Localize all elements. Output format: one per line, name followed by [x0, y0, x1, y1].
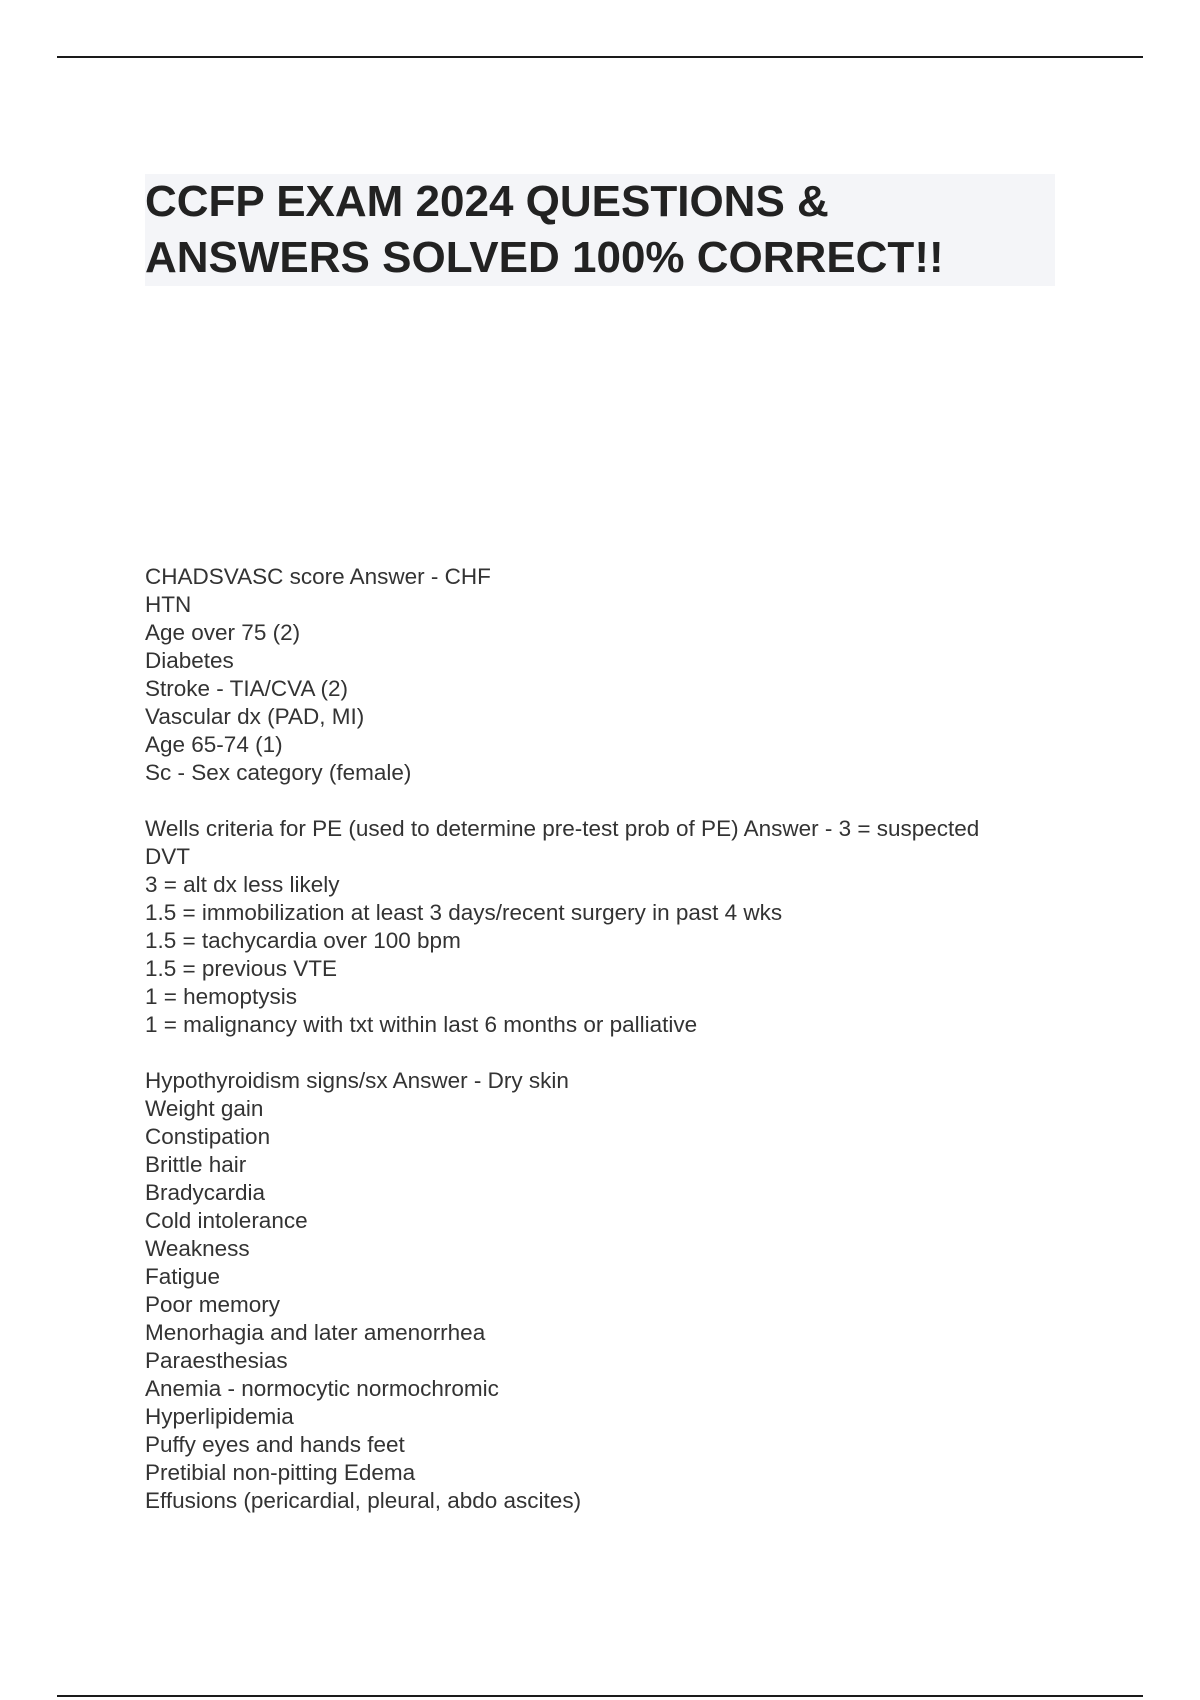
answer-line: Age over 75 (2) — [145, 620, 301, 645]
answer-line: Menorhagia and later amenorrhea — [145, 1320, 486, 1345]
answer-line: 1.5 = previous VTE — [145, 956, 337, 981]
answer-line: DVT — [145, 844, 190, 869]
title-line: ANSWERS SOLVED 100% CORRECT!! — [145, 233, 944, 282]
qa-content — [145, 563, 1075, 1543]
answer-line: Vascular dx (PAD, MI) — [145, 704, 365, 729]
answer-line: Sc - Sex category (female) — [145, 760, 412, 785]
answer-line: Age 65-74 (1) — [145, 732, 283, 757]
question-answer-line: Hypothyroidism signs/sx Answer - Dry skin — [145, 1068, 569, 1093]
answer-line: Paraesthesias — [145, 1348, 288, 1373]
qa-block-chadsvasc — [145, 563, 1075, 787]
answer-line: Effusions (pericardial, pleural, abdo ascites) — [145, 1488, 582, 1513]
bottom-divider — [57, 1695, 1143, 1697]
answer-line: HTN — [145, 592, 192, 617]
answer-line: Weakness — [145, 1236, 250, 1261]
answer-line: Stroke - TIA/CVA (2) — [145, 676, 348, 701]
answer-line: 1 = malignancy with txt within last 6 months or palliative — [145, 1012, 698, 1037]
answer-line: 1.5 = tachycardia over 100 bpm — [145, 928, 461, 953]
answer-line: Pretibial non-pitting Edema — [145, 1460, 416, 1485]
answer-line: Brittle hair — [145, 1152, 247, 1177]
top-divider — [57, 56, 1143, 58]
answer-line: Cold intolerance — [145, 1208, 308, 1233]
qa-block-wells-criteria — [145, 815, 1075, 1039]
answer-line: Hyperlipidemia — [145, 1404, 294, 1429]
answer-line: 1 = hemoptysis — [145, 984, 297, 1009]
answer-line: Diabetes — [145, 648, 234, 673]
answer-line: Anemia - normocytic normochromic — [145, 1376, 499, 1401]
answer-line: Fatigue — [145, 1264, 221, 1289]
answer-line: Constipation — [145, 1124, 271, 1149]
title-line: CCFP EXAM 2024 QUESTIONS & — [145, 177, 829, 226]
answer-line: Poor memory — [145, 1292, 281, 1317]
document-title — [145, 174, 1055, 286]
answer-line: Puffy eyes and hands feet — [145, 1432, 405, 1457]
qa-block-hypothyroidism — [145, 1067, 1075, 1515]
answer-line: 3 = alt dx less likely — [145, 872, 340, 897]
answer-line: 1.5 = immobilization at least 3 days/recent surgery in past 4 wks — [145, 900, 783, 925]
question-answer-line: Wells criteria for PE (used to determine pre-test prob of PE) Answer - 3 = suspected — [145, 816, 980, 841]
answer-line: Weight gain — [145, 1096, 264, 1121]
answer-line: Bradycardia — [145, 1180, 266, 1205]
question-answer-line: CHADSVASC score Answer - CHF — [145, 564, 491, 589]
